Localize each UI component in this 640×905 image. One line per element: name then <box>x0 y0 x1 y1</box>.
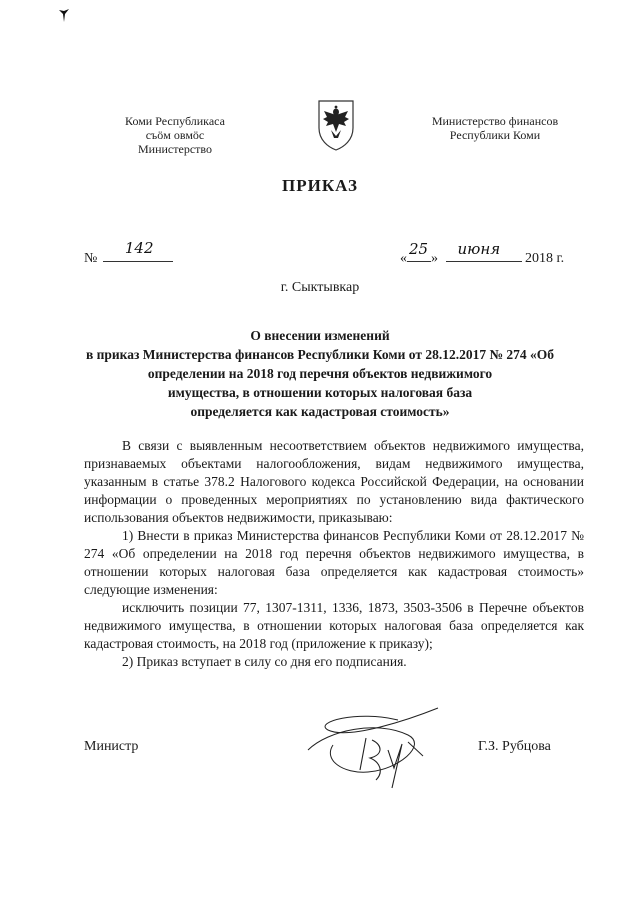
subject-line: О внесении изменений <box>250 328 390 343</box>
date-day: 25 <box>409 240 429 258</box>
header-left-line: съӧм овмӧс <box>145 128 205 142</box>
number-label: № <box>84 251 98 266</box>
scan-mark <box>58 8 70 29</box>
header-left-line: Коми Республикаса <box>125 114 225 128</box>
header-right-line: Республики Коми <box>449 128 541 142</box>
header-left <box>100 114 250 156</box>
date-month: июня <box>457 240 501 258</box>
date-year: 2018 г. <box>525 251 565 266</box>
subject-line: определяется как кадастровая стоимость» <box>190 404 450 419</box>
item-1-paragraph: 1) Внести в приказ Министерства финансов Республики Коми от 28.12.2017 № 274 «Об определении на 2018 год перечня объектов недвижимого имущества, в отношении которых налоговая база определяется как кадастровая стоимость» следующие изменения: <box>84 528 584 597</box>
header-right <box>420 114 570 142</box>
order-number <box>84 239 173 267</box>
number-field <box>103 239 173 262</box>
date-month-field <box>446 240 522 262</box>
date-open-quote: « <box>400 251 407 266</box>
subject-line: определении на 2018 год перечня объектов недвижимого <box>147 366 493 381</box>
city: г. Сыктывкар <box>280 280 360 295</box>
subject-line: в приказ Министерства финансов Республики Коми от 28.12.2017 № 274 «Об <box>85 347 555 362</box>
date-close-quote: » <box>431 251 438 266</box>
item-2-paragraph: 2) Приказ вступает в силу со дня его подписания. <box>122 654 407 669</box>
signatory-position: Министр <box>84 739 139 754</box>
coat-of-arms-icon <box>316 98 356 157</box>
order-body <box>84 437 584 671</box>
date-day-field <box>407 240 431 262</box>
header-right-line: Министерство финансов <box>431 114 559 128</box>
signatory-name: Г.З. Рубцова <box>478 739 551 754</box>
exclusion-paragraph: исключить позиции 77, 1307-1311, 1336, 1873, 3503-3506 в Перечне объектов недвижимого имущества, в отношении которых налоговая база определяется как кадастровая стоимость, на 2018 год (приложение к приказу); <box>84 600 584 651</box>
preamble-paragraph: В связи с выявленным несоответствием объектов недвижимого имущества, признаваемых объектами налогообложения, видам недвижимого имущества, указанным в статье 378.2 Налогового кодекса Российской Федерации, на основании информации о проведенных мероприятиях по установлению вида фактического использования объектов недвижимости, приказываю: <box>84 438 584 525</box>
number-value: 142 <box>124 239 154 257</box>
order-subject <box>60 326 580 421</box>
subject-line: имущества, в отношении которых налоговая база <box>167 385 473 400</box>
document-type-title: ПРИКАЗ <box>282 176 358 195</box>
header-left-line: Министерство <box>138 142 212 156</box>
handwritten-signature <box>288 700 478 795</box>
order-date <box>400 240 565 267</box>
